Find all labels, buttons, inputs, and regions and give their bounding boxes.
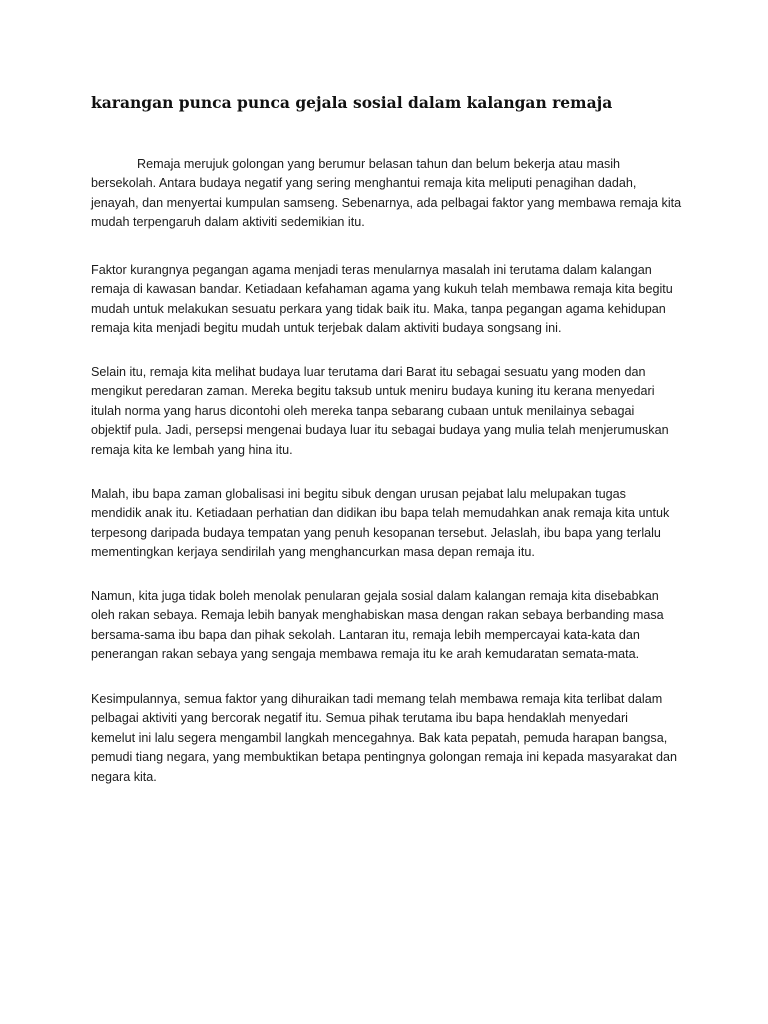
paragraph-line: pelbagai aktiviti yang bercorak negatif itu. Semua pihak terutama ibu bapa hendaklah menyedari xyxy=(91,711,628,726)
paragraph-line: Malah, ibu bapa zaman globalisasi ini begitu sibuk dengan urusan pejabat lalu melupakan tugas xyxy=(91,487,626,501)
paragraph-line: objektif pula. Jadi, persepsi mengenai budaya luar itu sebagai budaya yang mulia telah menjerumuskan xyxy=(91,423,669,438)
paragraph-line: Faktor kurangnya pegangan agama menjadi teras menularnya masalah ini terutama dalam kalangan xyxy=(91,263,652,277)
paragraph-line: Namun, kita juga tidak boleh menolak penularan gejala sosial dalam kalangan remaja kita disebabkan xyxy=(91,589,659,603)
paragraph-conclusion xyxy=(91,690,691,787)
paragraph-peers xyxy=(91,587,691,665)
paragraph-line: negara kita. xyxy=(91,769,157,784)
document-title: karangan punca punca gejala sosial dalam kalangan remaja xyxy=(91,93,613,112)
paragraph-line: mengikut peredaran zaman. Mereka begitu taksub untuk meniru budaya kuning itu kerana menyedari xyxy=(91,384,655,399)
paragraph-western-culture xyxy=(91,363,691,460)
paragraph-line: Selain itu, remaja kita melihat budaya luar terutama dari Barat itu sebagai sesuatu yang moden dan xyxy=(91,365,646,379)
paragraph-line: jenayah, dan menyertai kumpulan samseng. Sebenarnya, ada pelbagai faktor yang membawa remaja kita xyxy=(91,195,682,210)
paragraph-line: bersama-sama ibu bapa dan pihak sekolah. Lantaran itu, remaja lebih mempercayai kata-kata dan xyxy=(91,627,640,642)
paragraph-line: Kesimpulannya, semua faktor yang dihuraikan tadi memang telah membawa remaja kita terlibat dalam xyxy=(91,692,663,706)
paragraph-line: penerangan rakan sebaya yang sengaja membawa remaja itu ke arah kemudaratan semata-mata. xyxy=(91,647,640,662)
paragraph-religion xyxy=(91,261,691,339)
paragraph-line: Remaja merujuk golongan yang berumur belasan tahun dan belum bekerja atau masih xyxy=(137,157,621,171)
paragraph-line: remaja kita menjadi begitu mudah untuk terjebak dalam aktiviti budaya songsang ini. xyxy=(91,321,562,336)
paragraph-line: mudah untuk melakukan sesuatu perkara yang tidak baik itu. Maka, tanpa pegangan agama kehidupan xyxy=(91,301,666,316)
paragraph-introduction xyxy=(91,155,691,233)
paragraph-line: mendidik anak itu. Ketiadaan perhatian dan didikan ibu bapa telah memudahkan anak remaja kita untuk xyxy=(91,506,670,521)
paragraph-line: remaja di kawasan bandar. Ketiadaan kefahaman agama yang kukuh telah membawa remaja kita begitu xyxy=(91,282,673,297)
paragraph-line: kemelut ini lalu segera mengambil langkah mencegahnya. Bak kata pepatah, pemuda harapan bangsa, xyxy=(91,730,668,745)
paragraph-line: remaja kita ke lembah yang hina itu. xyxy=(91,442,293,457)
paragraph-line: mudah terpengaruh dalam aktiviti sedemikian itu. xyxy=(91,215,365,230)
paragraph-line: pemudi tiang negara, yang membuktikan betapa pentingnya golongan remaja ini kepada masyarakat dan xyxy=(91,750,677,765)
paragraph-parents xyxy=(91,485,691,563)
paragraph-line: bersekolah. Antara budaya negatif yang sering menghantui remaja kita meliputi penagihan dadah, xyxy=(91,176,637,191)
paragraph-line: mementingkan kerjaya sendirilah yang menghancurkan masa depan remaja itu. xyxy=(91,545,535,560)
paragraph-line: terpesong daripada budaya tempatan yang penuh kesopanan tersebut. Jelaslah, ibu bapa yang terlalu xyxy=(91,525,661,540)
paragraph-line: oleh rakan sebaya. Remaja lebih banyak menghabiskan masa dengan rakan sebaya berbanding masa xyxy=(91,608,664,623)
paragraph-line: itulah norma yang harus dicontohi oleh mereka tanpa sebarang cubaan untuk menilainya sebagai xyxy=(91,403,635,418)
